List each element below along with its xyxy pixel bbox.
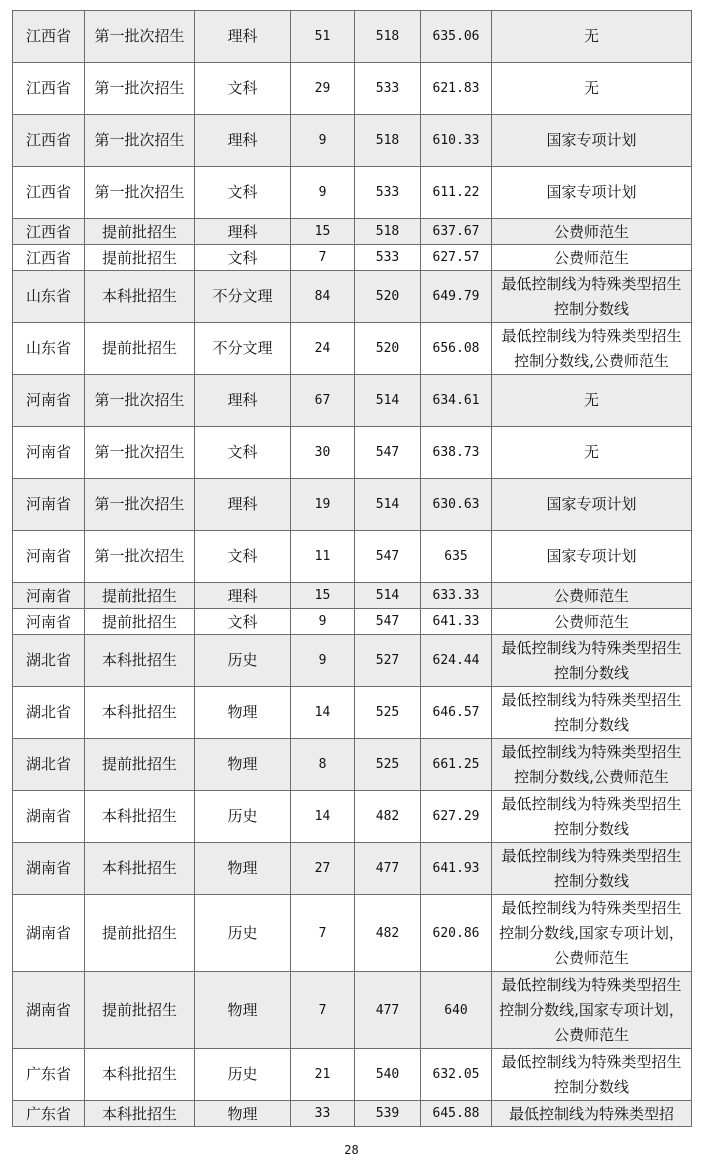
cell-province: 江西省: [13, 167, 85, 219]
cell-province: 江西省: [13, 219, 85, 245]
cell-admitted-count: 9: [291, 635, 355, 687]
cell-control-line: 527: [355, 635, 421, 687]
cell-category: 文科: [195, 609, 291, 635]
table-row: [13, 219, 692, 245]
cell-category: 物理: [195, 843, 291, 895]
cell-note: 最低控制线为特殊类型招生控制分数线: [492, 635, 692, 687]
cell-admitted-count: 14: [291, 687, 355, 739]
cell-batch: 提前批招生: [85, 895, 195, 972]
cell-province: 山东省: [13, 323, 85, 375]
cell-province: 湖南省: [13, 843, 85, 895]
cell-note: 公费师范生: [492, 219, 692, 245]
cell-control-line: 533: [355, 245, 421, 271]
cell-category: 理科: [195, 375, 291, 427]
cell-average-score: 634.61: [421, 375, 492, 427]
cell-category: 理科: [195, 479, 291, 531]
cell-province: 江西省: [13, 245, 85, 271]
cell-category: 理科: [195, 115, 291, 167]
table-row: [13, 63, 692, 115]
cell-category: 理科: [195, 219, 291, 245]
cell-admitted-count: 29: [291, 63, 355, 115]
cell-average-score: 635: [421, 531, 492, 583]
cell-batch: 提前批招生: [85, 583, 195, 609]
cell-province: 江西省: [13, 115, 85, 167]
cell-province: 湖北省: [13, 687, 85, 739]
cell-note: 公费师范生: [492, 245, 692, 271]
table-row: [13, 1049, 692, 1101]
cell-category: 不分文理: [195, 323, 291, 375]
cell-note: 最低控制线为特殊类型招生控制分数线,国家专项计划，公费师范生: [492, 895, 692, 972]
table-row: [13, 609, 692, 635]
cell-admitted-count: 21: [291, 1049, 355, 1101]
table-row: [13, 739, 692, 791]
cell-average-score: 627.29: [421, 791, 492, 843]
table-row: [13, 375, 692, 427]
cell-average-score: 611.22: [421, 167, 492, 219]
cell-average-score: 645.88: [421, 1101, 492, 1127]
cell-category: 物理: [195, 687, 291, 739]
table-row: [13, 323, 692, 375]
cell-province: 河南省: [13, 375, 85, 427]
cell-average-score: 649.79: [421, 271, 492, 323]
cell-note: 最低控制线为特殊类型招生控制分数线: [492, 271, 692, 323]
cell-batch: 提前批招生: [85, 739, 195, 791]
table-row: [13, 167, 692, 219]
table-row: [13, 11, 692, 63]
table-row: [13, 687, 692, 739]
cell-average-score: 632.05: [421, 1049, 492, 1101]
cell-note: 无: [492, 63, 692, 115]
cell-control-line: 547: [355, 427, 421, 479]
cell-average-score: 630.63: [421, 479, 492, 531]
cell-control-line: 547: [355, 531, 421, 583]
cell-batch: 提前批招生: [85, 323, 195, 375]
table-row: [13, 479, 692, 531]
cell-category: 物理: [195, 739, 291, 791]
cell-province: 河南省: [13, 609, 85, 635]
cell-admitted-count: 7: [291, 245, 355, 271]
cell-batch: 本科批招生: [85, 635, 195, 687]
cell-admitted-count: 51: [291, 11, 355, 63]
cell-province: 河南省: [13, 479, 85, 531]
cell-admitted-count: 9: [291, 609, 355, 635]
cell-note: 公费师范生: [492, 609, 692, 635]
cell-admitted-count: 27: [291, 843, 355, 895]
cell-control-line: 514: [355, 479, 421, 531]
cell-note: 国家专项计划: [492, 167, 692, 219]
cell-province: 河南省: [13, 427, 85, 479]
cell-note: 最低控制线为特殊类型招生控制分数线: [492, 687, 692, 739]
table-row: [13, 583, 692, 609]
cell-control-line: 533: [355, 63, 421, 115]
cell-batch: 第一批次招生: [85, 375, 195, 427]
cell-province: 河南省: [13, 583, 85, 609]
cell-batch: 第一批次招生: [85, 11, 195, 63]
cell-batch: 本科批招生: [85, 1101, 195, 1127]
cell-average-score: 633.33: [421, 583, 492, 609]
cell-category: 文科: [195, 531, 291, 583]
cell-batch: 提前批招生: [85, 972, 195, 1049]
cell-province: 湖南省: [13, 791, 85, 843]
cell-province: 山东省: [13, 271, 85, 323]
cell-average-score: 637.67: [421, 219, 492, 245]
cell-control-line: 514: [355, 583, 421, 609]
cell-batch: 本科批招生: [85, 1049, 195, 1101]
cell-control-line: 539: [355, 1101, 421, 1127]
cell-batch: 本科批招生: [85, 687, 195, 739]
cell-province: 湖北省: [13, 635, 85, 687]
cell-control-line: 482: [355, 791, 421, 843]
cell-average-score: 624.44: [421, 635, 492, 687]
cell-category: 文科: [195, 167, 291, 219]
cell-admitted-count: 9: [291, 167, 355, 219]
cell-average-score: 627.57: [421, 245, 492, 271]
cell-control-line: 520: [355, 323, 421, 375]
cell-category: 历史: [195, 1049, 291, 1101]
cell-batch: 第一批次招生: [85, 479, 195, 531]
cell-control-line: 518: [355, 11, 421, 63]
cell-batch: 本科批招生: [85, 843, 195, 895]
cell-note: 最低控制线为特殊类型招: [492, 1101, 692, 1127]
table-row: [13, 271, 692, 323]
cell-batch: 本科批招生: [85, 271, 195, 323]
cell-province: 湖北省: [13, 739, 85, 791]
cell-admitted-count: 15: [291, 583, 355, 609]
table-row: [13, 1101, 692, 1127]
page-number: 28: [344, 1143, 359, 1157]
cell-batch: 第一批次招生: [85, 167, 195, 219]
cell-province: 广东省: [13, 1101, 85, 1127]
cell-control-line: 525: [355, 739, 421, 791]
cell-note: 最低控制线为特殊类型招生控制分数线,公费师范生: [492, 323, 692, 375]
cell-note: 无: [492, 427, 692, 479]
table-row: [13, 245, 692, 271]
cell-control-line: 477: [355, 972, 421, 1049]
cell-admitted-count: 67: [291, 375, 355, 427]
table-row: [13, 531, 692, 583]
cell-control-line: 518: [355, 219, 421, 245]
cell-batch: 第一批次招生: [85, 63, 195, 115]
cell-province: 江西省: [13, 63, 85, 115]
cell-average-score: 640: [421, 972, 492, 1049]
cell-average-score: 635.06: [421, 11, 492, 63]
cell-batch: 提前批招生: [85, 219, 195, 245]
cell-admitted-count: 7: [291, 895, 355, 972]
cell-batch: 第一批次招生: [85, 531, 195, 583]
admission-score-table: [12, 10, 692, 1127]
cell-control-line: 520: [355, 271, 421, 323]
cell-control-line: 482: [355, 895, 421, 972]
cell-category: 不分文理: [195, 271, 291, 323]
cell-province: 广东省: [13, 1049, 85, 1101]
cell-note: 最低控制线为特殊类型招生控制分数线: [492, 1049, 692, 1101]
cell-average-score: 661.25: [421, 739, 492, 791]
table-body: [13, 11, 692, 1127]
cell-average-score: 610.33: [421, 115, 492, 167]
cell-province: 湖南省: [13, 972, 85, 1049]
cell-category: 理科: [195, 11, 291, 63]
cell-control-line: 547: [355, 609, 421, 635]
cell-category: 历史: [195, 895, 291, 972]
cell-batch: 第一批次招生: [85, 427, 195, 479]
cell-category: 文科: [195, 427, 291, 479]
cell-note: 无: [492, 11, 692, 63]
cell-control-line: 540: [355, 1049, 421, 1101]
cell-control-line: 514: [355, 375, 421, 427]
cell-admitted-count: 30: [291, 427, 355, 479]
cell-batch: 本科批招生: [85, 791, 195, 843]
cell-category: 文科: [195, 245, 291, 271]
table-row: [13, 791, 692, 843]
cell-note: 最低控制线为特殊类型招生控制分数线,国家专项计划，公费师范生: [492, 972, 692, 1049]
cell-category: 物理: [195, 1101, 291, 1127]
cell-control-line: 477: [355, 843, 421, 895]
cell-province: 湖南省: [13, 895, 85, 972]
cell-admitted-count: 24: [291, 323, 355, 375]
cell-note: 无: [492, 375, 692, 427]
table-row: [13, 635, 692, 687]
cell-note: 最低控制线为特殊类型招生控制分数线,公费师范生: [492, 739, 692, 791]
cell-category: 历史: [195, 791, 291, 843]
cell-average-score: 620.86: [421, 895, 492, 972]
cell-average-score: 621.83: [421, 63, 492, 115]
cell-admitted-count: 84: [291, 271, 355, 323]
cell-control-line: 518: [355, 115, 421, 167]
table-row: [13, 895, 692, 972]
cell-admitted-count: 14: [291, 791, 355, 843]
cell-note: 最低控制线为特殊类型招生控制分数线: [492, 843, 692, 895]
cell-batch: 第一批次招生: [85, 115, 195, 167]
cell-category: 历史: [195, 635, 291, 687]
cell-province: 江西省: [13, 11, 85, 63]
cell-control-line: 525: [355, 687, 421, 739]
cell-admitted-count: 9: [291, 115, 355, 167]
cell-average-score: 641.93: [421, 843, 492, 895]
table-row: [13, 115, 692, 167]
cell-category: 物理: [195, 972, 291, 1049]
cell-admitted-count: 11: [291, 531, 355, 583]
cell-category: 理科: [195, 583, 291, 609]
cell-admitted-count: 19: [291, 479, 355, 531]
cell-note: 公费师范生: [492, 583, 692, 609]
cell-admitted-count: 7: [291, 972, 355, 1049]
cell-note: 国家专项计划: [492, 115, 692, 167]
cell-average-score: 646.57: [421, 687, 492, 739]
table-row: [13, 972, 692, 1049]
cell-average-score: 641.33: [421, 609, 492, 635]
cell-category: 文科: [195, 63, 291, 115]
table-row: [13, 427, 692, 479]
cell-average-score: 638.73: [421, 427, 492, 479]
cell-control-line: 533: [355, 167, 421, 219]
cell-note: 国家专项计划: [492, 531, 692, 583]
cell-note: 最低控制线为特殊类型招生控制分数线: [492, 791, 692, 843]
cell-note: 国家专项计划: [492, 479, 692, 531]
cell-admitted-count: 15: [291, 219, 355, 245]
cell-average-score: 656.08: [421, 323, 492, 375]
table-row: [13, 843, 692, 895]
cell-admitted-count: 8: [291, 739, 355, 791]
cell-batch: 提前批招生: [85, 609, 195, 635]
cell-admitted-count: 33: [291, 1101, 355, 1127]
cell-province: 河南省: [13, 531, 85, 583]
cell-batch: 提前批招生: [85, 245, 195, 271]
